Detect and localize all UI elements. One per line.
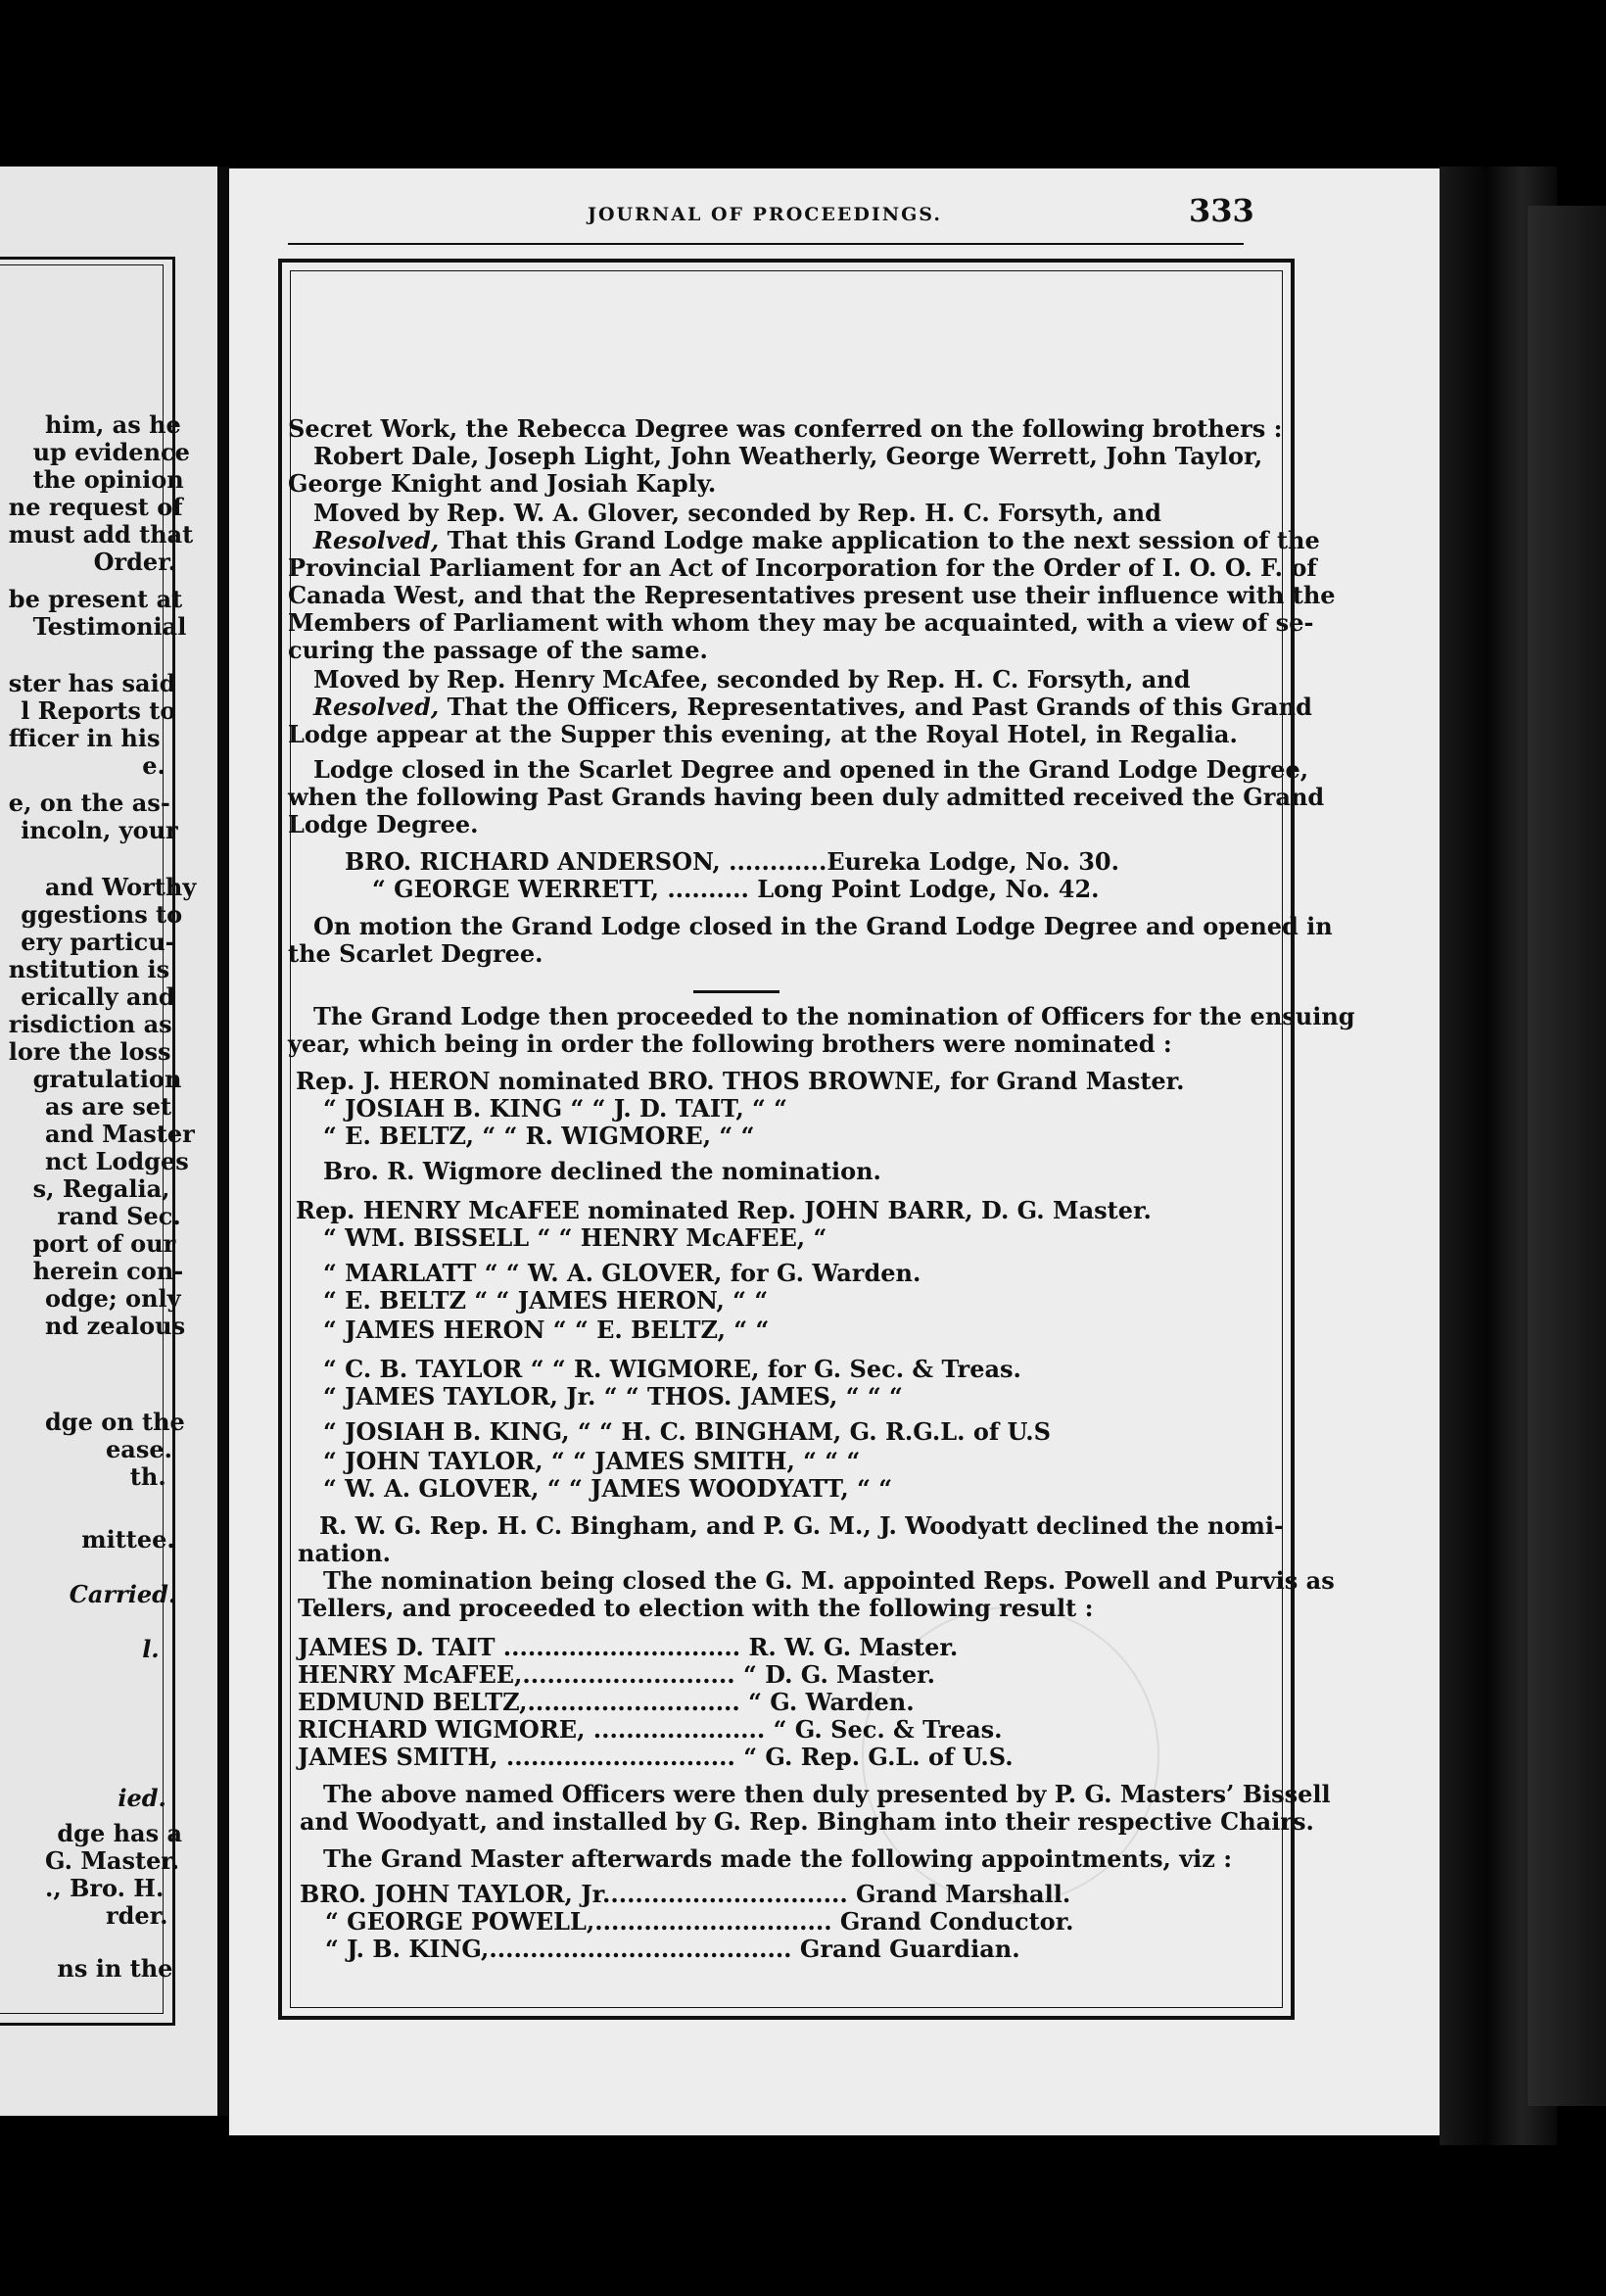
left-page-line: the opinion <box>32 465 184 494</box>
left-page-line: s, Regalia, <box>32 1174 170 1203</box>
text-line: nation. <box>298 1539 392 1567</box>
text-span: That the Officers, Representatives, and Past Grands of this Grand <box>447 693 1312 721</box>
nomination-line: “ C. B. TAYLOR “ “ R. WIGMORE, for G. Sec. & Treas. <box>323 1355 1021 1383</box>
nomination-line: “ JOHN TAYLOR, “ “ JAMES SMITH, “ “ “ <box>323 1447 861 1475</box>
text-line: Moved by Rep. W. A. Glover, seconded by Rep. H. C. Forsyth, and <box>313 499 1161 527</box>
left-page-line: dge has a <box>57 1819 182 1847</box>
election-line: RICHARD WIGMORE, ..................... “ G. Sec. & Treas. <box>298 1715 1003 1744</box>
appointment-line: “ GEORGE POWELL,............................. Grand Conductor. <box>325 1907 1074 1936</box>
left-page-line: ease. <box>106 1435 172 1463</box>
resolved-label: Resolved, <box>313 526 440 554</box>
left-page-line: and Worthy <box>45 873 197 901</box>
text-line: The above named Officers were then duly presented by P. G. Masters’ Bissell <box>323 1780 1331 1808</box>
nomination-line: “ JOSIAH B. KING, “ “ H. C. BINGHAM, G. R.G.L. of U.S <box>323 1417 1051 1446</box>
nomination-line: Rep. J. HERON nominated BRO. THOS BROWNE, for Grand Master. <box>296 1067 1185 1095</box>
text-line: Lodge Degree. <box>288 810 479 838</box>
left-page-line: port of our <box>32 1229 176 1258</box>
text-line: Provincial Parliament for an Act of Incorporation for the Order of I. O. O. F. of <box>288 553 1317 582</box>
faded-stamp <box>862 1606 1159 1904</box>
header-rule <box>288 243 1244 245</box>
nomination-line: “ JAMES HERON “ “ E. BELTZ, “ “ <box>323 1315 770 1344</box>
section-rule <box>693 990 779 993</box>
left-page-line: ne request of <box>8 493 183 521</box>
text-line: curing the passage of the same. <box>288 636 708 664</box>
left-page-line: Order. <box>93 548 176 576</box>
text-line: when the following Past Grands having been duly admitted received the Grand <box>288 783 1325 811</box>
text-line: The Grand Lodge then proceeded to the nomination of Officers for the ensuing <box>313 1002 1355 1030</box>
left-page-line: incoln, your <box>21 816 178 844</box>
election-line: HENRY McAFEE,.......................... “ D. G. Master. <box>298 1660 935 1689</box>
left-page <box>0 167 217 2116</box>
left-page-line: lore the loss <box>8 1037 171 1066</box>
nomination-line: “ WM. BISSELL “ “ HENRY McAFEE, “ <box>323 1223 827 1252</box>
left-page-line: ., Bro. H. <box>45 1874 165 1902</box>
left-page-line: nct Lodges <box>45 1147 189 1175</box>
left-page-line: rder. <box>106 1901 168 1930</box>
text-line: The nomination being closed the G. M. appointed Reps. Powell and Purvis as <box>323 1566 1335 1595</box>
text-line: On motion the Grand Lodge closed in the Grand Lodge Degree and opened in <box>313 912 1333 940</box>
page-number: 333 <box>1189 192 1254 229</box>
text-line: Lodge appear at the Supper this evening, at the Royal Hotel, in Regalia. <box>288 720 1238 748</box>
text-line: Members of Parliament with whom they may be acquainted, with a view of se- <box>288 608 1314 637</box>
left-page-line: erically and <box>21 982 175 1011</box>
text-line: Tellers, and proceeded to election with the following result : <box>298 1594 1094 1622</box>
left-page-line: nstitution is <box>8 955 170 983</box>
election-line: JAMES D. TAIT ............................. R. W. G. Master. <box>298 1633 959 1661</box>
left-page-line: ster has said <box>8 669 176 697</box>
left-page-line: ggestions to <box>21 900 183 929</box>
nomination-line: “ E. BELTZ “ “ JAMES HERON, “ “ <box>323 1286 769 1315</box>
text-span: That this Grand Lodge make application to the next session of the <box>447 526 1320 554</box>
appointment-line: BRO. JOHN TAYLOR, Jr.............................. Grand Marshall. <box>300 1880 1071 1908</box>
nomination-line: “ E. BELTZ, “ “ R. WIGMORE, “ “ <box>323 1122 755 1150</box>
nomination-line: “ W. A. GLOVER, “ “ JAMES WOODYATT, “ “ <box>323 1474 893 1503</box>
nomination-line: “ JOSIAH B. KING “ “ J. D. TAIT, “ “ <box>323 1094 787 1123</box>
running-title: JOURNAL OF PROCEEDINGS. <box>588 204 942 225</box>
left-page-line: fficer in his <box>8 724 161 752</box>
left-page-line: and Master <box>45 1120 195 1148</box>
text-line: Canada West, and that the Representatives present use their influence with the <box>288 581 1336 609</box>
left-page-line: him, as he <box>45 410 181 439</box>
left-page-line: rand Sec. <box>57 1202 181 1230</box>
left-page-line: th. <box>129 1462 166 1491</box>
text-line: The Grand Master afterwards made the following appointments, viz : <box>323 1844 1233 1873</box>
text-line: Lodge closed in the Scarlet Degree and opened in the Grand Lodge Degree, <box>313 755 1309 784</box>
text-line: the Scarlet Degree. <box>288 939 543 968</box>
election-line: EDMUND BELTZ,.......................... “ G. Warden. <box>298 1688 915 1716</box>
resolved-label: Resolved, <box>313 693 440 721</box>
text-line: Secret Work, the Rebecca Degree was conferred on the following brothers : <box>288 414 1283 443</box>
book-edge <box>1528 206 1606 2106</box>
left-page-line: mittee. <box>81 1525 175 1554</box>
left-page-line: e. <box>142 751 165 780</box>
left-page-line: l. <box>142 1635 160 1663</box>
left-page-line: G. Master. <box>45 1846 180 1875</box>
text-line: Robert Dale, Joseph Light, John Weatherly, George Werrett, John Taylor, <box>313 442 1263 470</box>
text-line: year, which being in order the following brothers were nominated : <box>288 1029 1172 1058</box>
left-page-line: as are set <box>45 1092 172 1121</box>
resolution-line <box>313 527 1320 554</box>
left-page-line: must add that <box>8 520 194 549</box>
page-gutter <box>217 167 229 2116</box>
left-page-line: ery particu- <box>21 928 175 956</box>
left-page-line: herein con- <box>32 1257 184 1285</box>
text-line: “ GEORGE WERRETT, .......... Long Point Lodge, No. 42. <box>372 875 1100 903</box>
left-page-line: be present at <box>8 585 183 613</box>
appointment-line: “ J. B. KING,..................................... Grand Guardian. <box>325 1935 1020 1963</box>
election-line: JAMES SMITH, ............................ “ G. Rep. G.L. of U.S. <box>298 1743 1014 1771</box>
left-page-line: odge; only <box>45 1284 181 1313</box>
left-page-line: l Reports to <box>21 696 176 725</box>
left-page-line: Carried. <box>69 1580 177 1608</box>
left-page-line: up evidence <box>32 438 190 466</box>
left-page-line: e, on the as- <box>8 789 170 817</box>
left-page-line: ns in the <box>57 1954 173 1983</box>
text-line: Bro. R. Wigmore declined the nomination. <box>323 1157 881 1185</box>
text-line: and Woodyatt, and installed by G. Rep. Bingham into their respective Chairs. <box>300 1807 1314 1836</box>
left-page-line: ied. <box>118 1784 166 1812</box>
left-page-line: nd zealous <box>45 1312 186 1340</box>
nomination-line: “ MARLATT “ “ W. A. GLOVER, for G. Warden. <box>323 1259 921 1287</box>
left-page-line: Testimonial <box>32 612 187 641</box>
nomination-line: “ JAMES TAYLOR, Jr. “ “ THOS. JAMES, “ “ “ <box>323 1382 903 1411</box>
text-line: R. W. G. Rep. H. C. Bingham, and P. G. M., J. Woodyatt declined the nomi- <box>319 1511 1284 1540</box>
text-line: Moved by Rep. Henry McAfee, seconded by Rep. H. C. Forsyth, and <box>313 665 1191 694</box>
nomination-line: Rep. HENRY McAFEE nominated Rep. JOHN BARR, D. G. Master. <box>296 1196 1152 1224</box>
text-line: BRO. RICHARD ANDERSON, ............Eureka Lodge, No. 30. <box>345 847 1119 876</box>
text-line: George Knight and Josiah Kaply. <box>288 469 717 498</box>
left-page-line: risdiction as <box>8 1010 172 1038</box>
left-page-line: dge on the <box>45 1408 185 1436</box>
resolution-line <box>313 694 1312 721</box>
left-page-line: gratulation <box>32 1065 182 1093</box>
